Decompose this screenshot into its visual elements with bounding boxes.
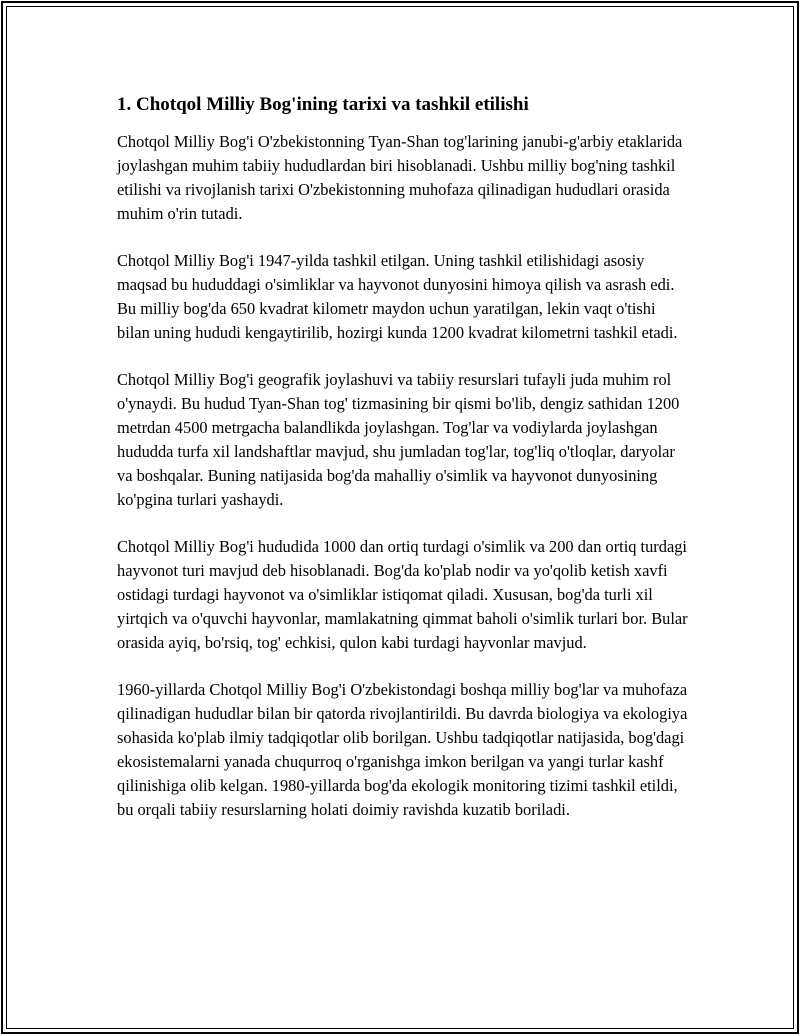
paragraph-2: Chotqol Milliy Bog'i 1947-yilda tashkil etilgan. Uning tashkil etilishidagi asosiy maqsad bu hududdagi o'simliklar va hayvonot dunyosini himoya qilish va asrash edi. Bu milliy bog'da 650 kvadrat kilometr maydon uchun yaratilgan, lekin vaqt o'tishi bilan uning hududi kengaytirilib, hozirgi kunda 1200 kvadrat kilometrni tashkil etadi. (117, 251, 678, 342)
paragraph-3: Chotqol Milliy Bog'i geografik joylashuvi va tabiiy resurslari tufayli juda muhim rol o'ynaydi. Bu hudud Tyan-Shan tog' tizmasining bir qismi bo'lib, dengiz sathidan 1200 metrdan 4500 metrgacha balandlikda joylashgan. Tog'lar va vodiylarda joylashgan hududda turfa xil landshaftlar mavjud, shu jumladan tog'lar, tog'liq o'tloqlar, daryolar va boshqalar. Buning natijasida bog'da mahalliy o'simlik va hayvonot dunyosining ko'pgina turlari yashaydi. (117, 370, 680, 509)
paragraph-1: Chotqol Milliy Bog'i O'zbekistonning Tyan-Shan tog'larining janubi-g'arbiy etaklarida joylashgan muhim tabiiy hududlardan biri hisoblanadi. Ushbu milliy bog'ning tashkil etilishi va rivojlanish tarixi O'zbekistonning muhofaza qilinadigan hududlari orasida muhim o'rin tutadi. (117, 132, 683, 223)
section-title: 1. Chotqol Milliy Bog'ining tarixi va tashkil etilishi (117, 94, 529, 115)
document-body (117, 92, 692, 845)
paragraph-4: Chotqol Milliy Bog'i hududida 1000 dan ortiq turdagi o'simlik va 200 dan ortiq turdagi hayvonot turi mavjud deb hisoblanadi. Bog'da ko'plab nodir va yo'qolib ketish xavfi ostidagi turdagi hayvonot va o'simliklar istiqomat qiladi. Xususan, bog'da turli xil yirtqich va o'quvchi hayvonlar, mamlakatning qimmat baholi o'simlik turlari bor. Bular orasida ayiq, bo'rsiq, tog' echkisi, qulon kabi turdagi hayvonlar mavjud. (117, 537, 688, 652)
paragraph-5: 1960-yillarda Chotqol Milliy Bog'i O'zbekistondagi boshqa milliy bog'lar va muhofaza qilinadigan hududlar bilan bir qatorda rivojlantirildi. Bu davrda biologiya va ekologiya sohasida ko'plab ilmiy tadqiqotlar olib borilgan. Ushbu tadqiqotlar natijasida, bog'dagi ekosistemalarni yanada chuqurroq o'rganishga imkon berilgan va yangi turlar kashf qilinishiga olib kelgan. 1980-yillarda bog'da ekologik monitoring tizimi tashkil etildi, bu orqali tabiiy resurslarning holati doimiy ravishda kuzatib boriladi. (117, 680, 688, 819)
